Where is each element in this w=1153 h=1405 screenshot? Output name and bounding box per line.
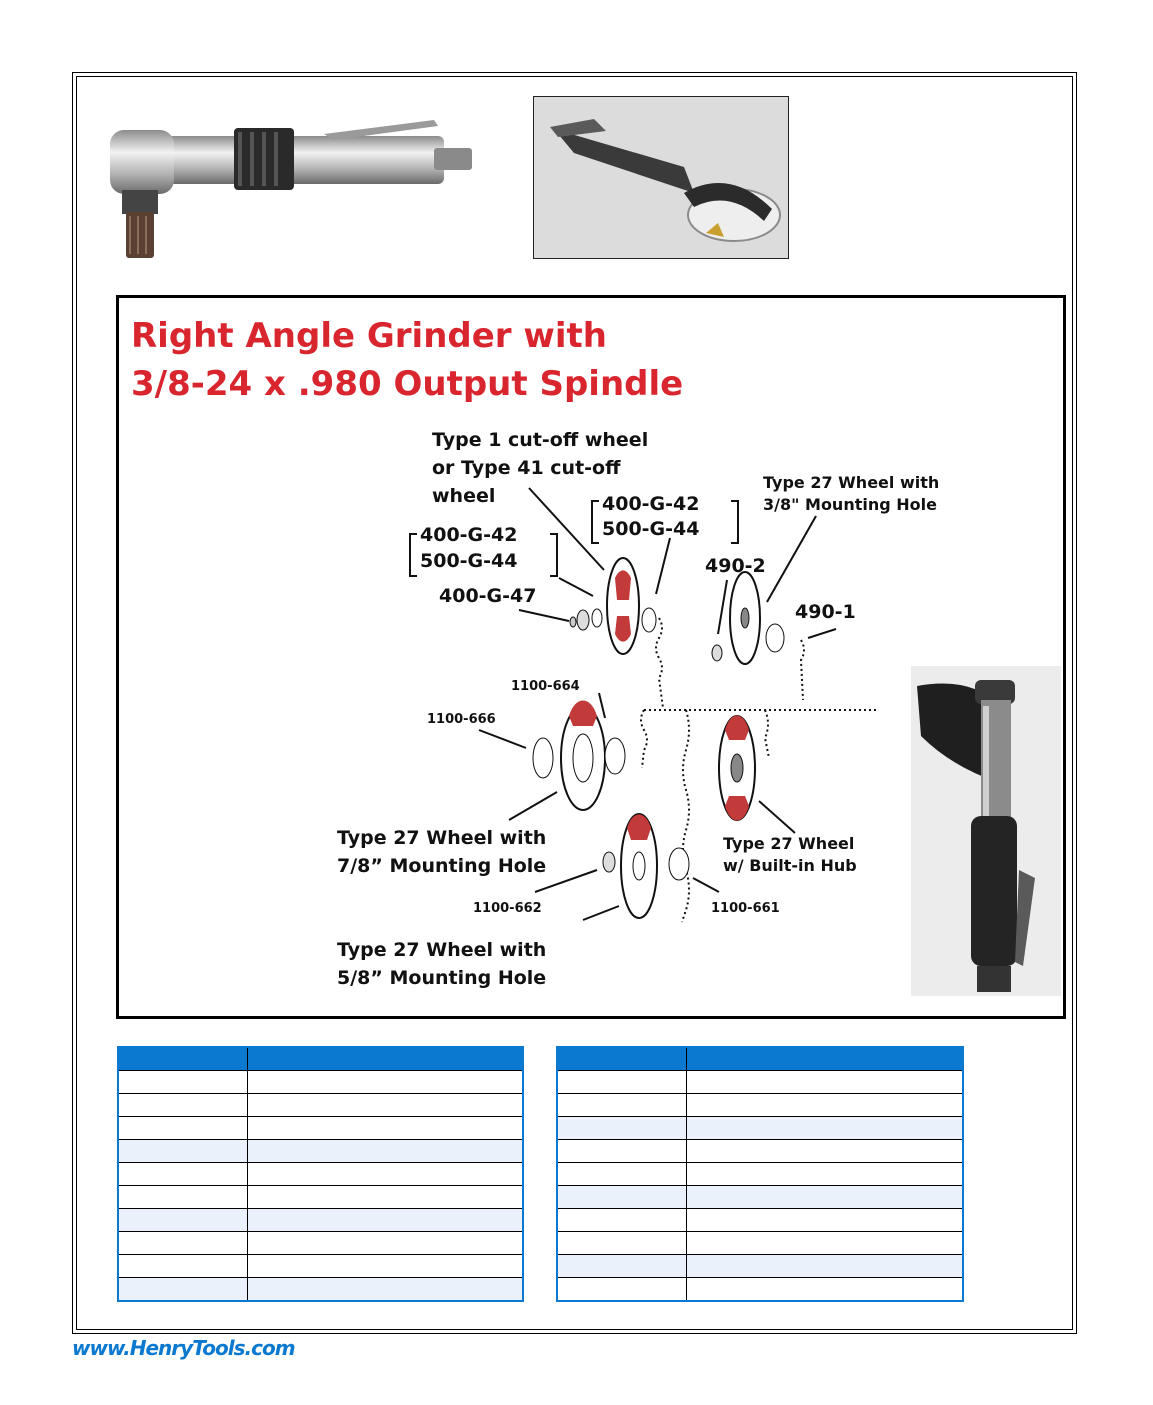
table-cell xyxy=(248,1163,524,1186)
label-1100-662: 1100-662 xyxy=(473,901,542,916)
table-row xyxy=(118,1186,523,1209)
table-cell xyxy=(248,1186,524,1209)
table-cell xyxy=(687,1209,964,1232)
table-row xyxy=(118,1140,523,1163)
table-cell xyxy=(687,1094,964,1117)
label-type27-58-line2: 5/8” Mounting Hole xyxy=(337,967,547,989)
label-type27-78 xyxy=(337,824,546,880)
table-cell xyxy=(557,1232,687,1255)
table-cell xyxy=(687,1071,964,1094)
label-type27-58-line1: Type 27 Wheel with xyxy=(337,939,547,961)
table-row xyxy=(557,1140,963,1163)
label-490-2: 490-2 xyxy=(705,555,766,577)
label-1100-664: 1100-664 xyxy=(511,679,580,694)
bracket-right-b xyxy=(731,500,739,544)
table-row xyxy=(557,1232,963,1255)
diagram-title-line2: 3/8-24 x .980 Output Spindle xyxy=(131,364,684,404)
table-cell xyxy=(118,1094,248,1117)
bracket-left-b xyxy=(591,500,599,544)
table-cell xyxy=(687,1232,964,1255)
label-type27-38-line2: 3/8" Mounting Hole xyxy=(763,495,937,514)
label-500-g-44-b: 500-G-44 xyxy=(602,518,700,540)
label-type1-cutoff-line3: wheel xyxy=(432,485,496,507)
diagram-title xyxy=(131,312,683,408)
parts-table-left xyxy=(117,1046,524,1302)
table-cell xyxy=(118,1278,248,1302)
table-cell xyxy=(687,1278,964,1302)
table-row xyxy=(118,1117,523,1140)
table-cell xyxy=(687,1117,964,1140)
table-cell xyxy=(118,1186,248,1209)
label-type27-78-line1: Type 27 Wheel with xyxy=(337,827,547,849)
footer-website-link[interactable]: www.HenryTools.com xyxy=(72,1336,295,1360)
table-row xyxy=(557,1094,963,1117)
table-row xyxy=(557,1255,963,1278)
table-cell xyxy=(248,1117,524,1140)
table-cell xyxy=(248,1232,524,1255)
table-header-row xyxy=(557,1047,963,1071)
table-row xyxy=(118,1278,523,1302)
table-cell xyxy=(248,1278,524,1302)
table-cell xyxy=(118,1140,248,1163)
label-type27-38-line1: Type 27 Wheel with xyxy=(763,473,940,492)
table-row xyxy=(118,1071,523,1094)
table-row xyxy=(557,1163,963,1186)
table-cell xyxy=(248,1071,524,1094)
label-type27-hub-line1: Type 27 Wheel xyxy=(723,834,855,853)
table-cell xyxy=(557,1140,687,1163)
label-type27-hub xyxy=(723,833,857,877)
table-cell xyxy=(557,1163,687,1186)
table-cell xyxy=(118,1255,248,1278)
table-cell xyxy=(118,1071,248,1094)
table-cell xyxy=(248,1255,524,1278)
table-cell xyxy=(557,1278,687,1302)
table-row xyxy=(557,1071,963,1094)
right-angle-grinder-photo xyxy=(104,114,484,262)
table-cell xyxy=(118,1117,248,1140)
table-header-cell xyxy=(557,1047,687,1071)
cutoff-tool-photo xyxy=(533,96,789,259)
table-header-row xyxy=(118,1047,523,1071)
guarded-grinder-photo xyxy=(911,666,1061,996)
table-row xyxy=(118,1209,523,1232)
label-1100-661: 1100-661 xyxy=(711,901,780,916)
label-type27-78-line2: 7/8” Mounting Hole xyxy=(337,855,547,877)
table-row xyxy=(557,1117,963,1140)
table-row xyxy=(118,1232,523,1255)
bracket-right-a xyxy=(550,533,558,577)
table-cell xyxy=(248,1140,524,1163)
table-cell xyxy=(118,1232,248,1255)
table-row xyxy=(118,1094,523,1117)
label-type1-cutoff-line2: or Type 41 cut-off xyxy=(432,457,621,479)
table-cell xyxy=(687,1186,964,1209)
table-cell xyxy=(687,1255,964,1278)
table-cell xyxy=(687,1140,964,1163)
table-row xyxy=(118,1163,523,1186)
label-type27-58 xyxy=(337,936,546,992)
table-header-cell xyxy=(687,1047,964,1071)
label-490-1: 490-1 xyxy=(795,601,856,623)
diagram-title-line1: Right Angle Grinder with xyxy=(131,316,607,356)
table-cell xyxy=(248,1094,524,1117)
label-500-g-44-a: 500-G-44 xyxy=(420,550,518,572)
label-400-g-42-a: 400-G-42 xyxy=(420,524,518,546)
table-row xyxy=(557,1209,963,1232)
parts-table-right xyxy=(556,1046,964,1302)
table-cell xyxy=(557,1255,687,1278)
table-header-cell xyxy=(118,1047,248,1071)
table-cell xyxy=(557,1209,687,1232)
table-row xyxy=(118,1255,523,1278)
label-400-g-47: 400-G-47 xyxy=(439,585,537,607)
label-1100-666: 1100-666 xyxy=(427,712,496,727)
label-400-g-42-b: 400-G-42 xyxy=(602,493,700,515)
label-type27-hub-line2: w/ Built-in Hub xyxy=(723,856,857,875)
table-row xyxy=(557,1186,963,1209)
label-type1-cutoff-line1: Type 1 cut-off wheel xyxy=(432,429,649,451)
table-cell xyxy=(557,1186,687,1209)
label-type27-38 xyxy=(763,472,939,516)
table-cell xyxy=(557,1071,687,1094)
table-cell xyxy=(557,1117,687,1140)
table-cell xyxy=(248,1209,524,1232)
table-cell xyxy=(118,1163,248,1186)
table-header-cell xyxy=(248,1047,524,1071)
table-cell xyxy=(687,1163,964,1186)
parts-diagram xyxy=(116,295,1066,1019)
table-cell xyxy=(118,1209,248,1232)
table-row xyxy=(557,1278,963,1302)
table-cell xyxy=(557,1094,687,1117)
bracket-left-a xyxy=(409,533,417,577)
